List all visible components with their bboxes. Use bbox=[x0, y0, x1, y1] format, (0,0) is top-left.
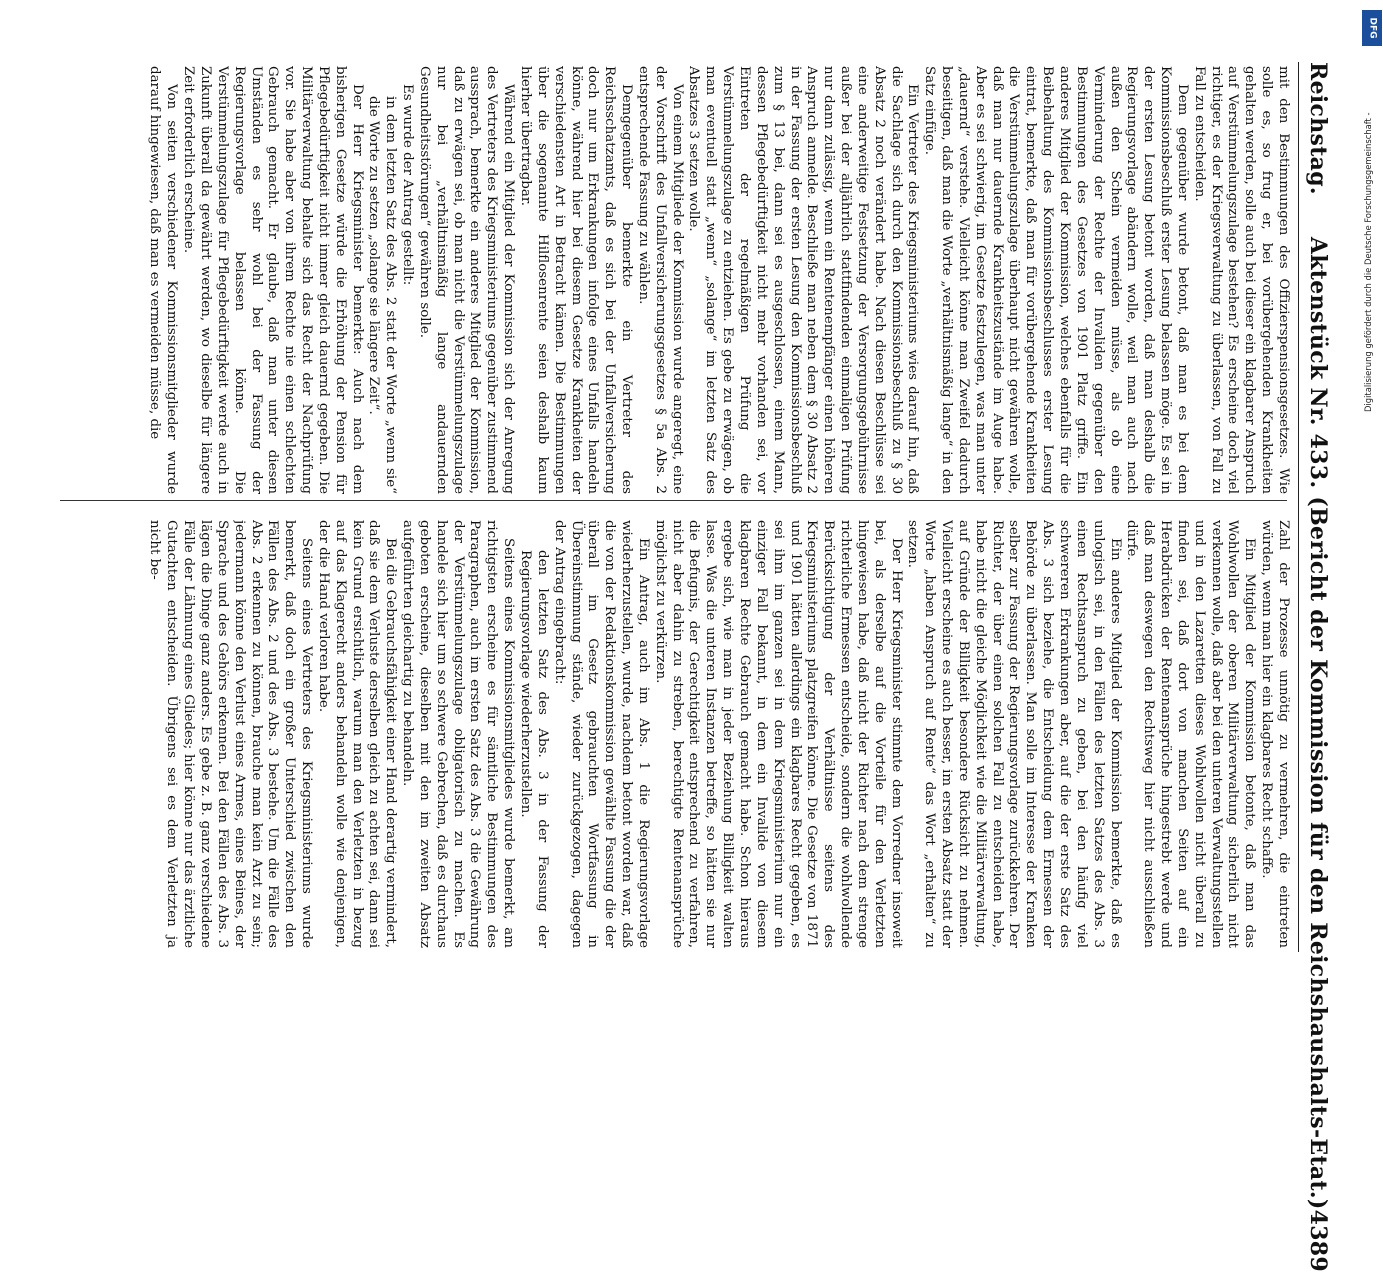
paragraph: Der Herr Kriegsminister bemerkte: Auch nach dem bisherigen Gesetze würde die Erhöhung der Pension für Pflegebedürftigkeit nicht immer gleich dauernd gegeben. Die Militärverwaltung behalte sich das Recht der Nachprüfung vor. Sie habe aber von ihrem Rechte nie einen schlechten Gebrauch gemacht. Er glaube, daß man unter diesen Umständen es sehr wohl bei der Fassung der Regierungsvorlage belassen könne. Die Verstümmelungszulage für Pflegebedürftigkeit werde auch in Zukunft überall da gewährt werden, wo dieselbe für längere Zeit erforderlich erscheine. bbox=[181, 66, 365, 494]
motion-text: in dem letzten Satz des Abs. 2 statt der Worte „wenn sie“ die Worte zu setzen „solange sie längere Zeit“. bbox=[366, 96, 399, 494]
paragraph: Der Herr Kriegsminister stimmte dem Vorredner insoweit bei, als derselbe auf die Vorteile für den Verletzten hingewiesen habe, daß nicht der Richter nach dem strenge richterliche Ermessen entscheide, sondern die wohlwollende Berücksichtigung der Verhältnisse seitens des Kriegsministeriums platzgreifen könne. Die Gesetze von 1871 und 1901 hätten allerdings ein klagbares Recht gegeben, es sei ihm im ganzen sei in dem Kriegsministerium nur ein einziger Fall bekannt, in dem ein Invalide von diesem klagbaren Rechte Gebrauch gemacht habe. Schon hieraus ergebe sich, wie man in jeder Beziehung Billigkeit walten lasse. Was die unteren Instanzen betreffe, so hätten sie nur die Befugnis, der Gerechtigkeit entsprechend zu verfahren, nicht aber dahin zu streben, berechtigte Rentenansprüche möglichst zu verkürzen. bbox=[652, 520, 904, 948]
paragraph: Während ein Mitglied der Kommission sich der Anregung des Vertreters des Kriegsministeriums gegenüber zustimmend aussprach, bemerkte ein anderes Mitglied der Kommission, daß zu erwägen sei, ob man nicht die Verstümmelungszulage nur bei „verhältnismäßig lange andauernden Gesundheitsstörungen“ gewähren solle. bbox=[416, 66, 517, 494]
running-head-left: Reichstag. bbox=[1305, 62, 1331, 195]
paragraph: Bei die Gebrauchsfähigkeit einer Hand derartig vermindert, daß sie dem Verluste derselben gleich zu achten sei, dann sei kein Grund ersichtlich, warum man den Verletzten in bezug auf das Klagerecht anders behandeln wolle wie denjenigen, der die Hand verloren habe. bbox=[315, 520, 399, 948]
page-number: 4389 bbox=[1305, 1209, 1331, 1272]
paragraph: Von einem Mitgliede der Kommission wurde angeregt, eine der Vorschrift des Unfallversicherungsgesetzes § 5a Abs. 2 entsprechende Fassung zu wählen. bbox=[635, 66, 685, 494]
paragraph: Zahl der Prozesse unnötig zu vermehren, die eintreten würden, wenn man hier ein klagbares Recht schaffe. bbox=[1259, 520, 1291, 948]
right-column bbox=[72, 520, 1291, 948]
dfg-logo: DFG bbox=[1362, 10, 1382, 46]
paragraph: Ein Mitglied der Kommission betonte, daß man das Wohlwollen der oberen Militärverwaltung sicherlich nicht verkennen wolle, daß aber bei den unteren Verwaltungsstellen und in den Lazaretten dieses Wohlwollen nicht überall zu finden sei, daß dort von manchen Seiten auf ein Herabdrücken der Rentenansprüche hingestrebt werde und daß man deswegen den Rechtsweg hier nicht ausschließen dürfe. bbox=[1124, 520, 1258, 948]
paragraph: Seitens eines Vertreters des Kriegsministeriums wurde bemerkt, daß doch ein großer Unterschied zwischen den Fällen des Abs. 2 und des Abs. 3 bestehe. Um die Fälle des Abs. 2 erkennen zu können, brauche man kein Arzt zu sein; jedermann könne den Verlust eines Armes, eines Beines, der Sprache und des Gehörs erkennen. Bei den Fällen des Abs. 3 lägen die Dinge ganz anders. Es gebe z. B. ganz verschiedene Fälle der Lähmung eines Gliedes; hier könne nur das ärztliche Gutachten entscheiden. Übrigens sei es dem Verletzten ja nicht be- bbox=[147, 520, 315, 948]
paragraph: Es wurde der Antrag gestellt: bbox=[400, 84, 416, 286]
paragraph: Dem gegenüber wurde betont, daß man es bei dem Kommissionsbeschluß erster Lesung belassen möge. Es sei in der ersten Lesung betont worden, daß man deshalb die Regierungsvorlage abändern wolle, weil man auch nach außen den Schein vermeiden müsse, als ob eine Verminderung der Rechte der Invaliden gegenüber den Bestimmungen des Gesetzes von 1901 Platz griffe. Ein anderes Mitglied der Kommission, welches ebenfalls für die Beibehaltung des Kommissionsbeschlusses erster Lesung eintrat, bemerkte, daß man für vorübergehende Krankheiten die Verstümmelungszulage überhaupt nicht gewähren wolle, daß man nur dauernde Krankheitszustände im Auge habe. Aber es sei schwierig, im Gesetze festzulegen, was man unter „dauernd“ verstehe. Vielleicht könne man Zweifel dadurch beseitigen, daß man die Worte „verhältnismäßig lange“ in den Satz einfüge. bbox=[922, 66, 1190, 494]
paragraph: Von seiten verschiedener Kommissionsmitglieder wurde darauf hingewiesen, daß man es vermeiden müsse, die bbox=[147, 66, 180, 494]
paragraph: mit den Bestimmungen des Offizierspensionsgesetzes. Wie solle es, so frug er, bei vorübergehenden Krankheiten gehalten werden, solle auch bei dieser ein klagbarer Anspruch auf Verstümmelungszulage bestehen? Es erscheine doch viel richtiger, es der Kriegsverwaltung zu überlassen, von Fall zu Fall zu entscheiden. bbox=[1191, 66, 1291, 494]
paragraph: Demgegenüber bemerkte ein Vertreter des Reichsschatzamts, daß es sich bei der Unfallversicherung doch nur um Erkrankungen infolge eines Unfalls handeln könne, während hier bei diesem Gesetze Krankheiten der verschiedensten Art in Betracht kämen. Die Bestimmungen über die sogenannte Hilflosenrente seien deshalb kaum hierher übertragbar. bbox=[518, 66, 635, 494]
paragraph: Seitens eines Kommissionsmitgliedes wurde bemerkt, am richtigsten erscheine es für sämtliche Bestimmungen des Paragraphen, auch im ersten Satz des Abs. 3 die Gewährung der Verstümmelungszulage obligatorisch zu machen. Es handele sich hier um so schwere Gebrechen, daß es durchaus geboten erscheine, dieselben mit den im zweiten Absatz aufgeführten gleichartig zu behandeln. bbox=[400, 520, 517, 948]
left-column bbox=[72, 66, 1291, 494]
running-head bbox=[1298, 62, 1347, 1272]
paragraph: Ein anderes Mitglied der Kommission bemerkte, daß es unlogisch sei, in den Fällen des letzten Satzes des Abs. 3 einen Rechtsanspruch zu geben, bei den häufig viel schwereren Erkrankungen aber, auf die der erste Satz des Abs. 3 sich beziehe, die Entscheidung dem Ermessen der Behörde zu überlassen. Man solle im Interesse der Kranken selber zur Fassung der Regierungsvorlage zurückkehren. Der Richter, der über einen solchen Fall zu entscheiden habe, habe nicht die gleiche Möglichkeit wie die Militärverwaltung, auf Gründe der Billigkeit besondere Rücksicht zu nehmen. Vielleicht erscheine es auch besser, im ersten Absatz statt der Worte „haben Anspruch auf Rente“ das Wort „erhalten“ zu setzen. bbox=[905, 520, 1123, 948]
paragraph: Ein Vertreter des Kriegsministeriums wies darauf hin, daß die Sachlage sich durch den Kommissionsbeschluß zu § 30 Absatz 2 noch verändert habe. Nach diesen Beschlüsse sei eine anderweitige Festsetzung der Versorgungsgebührnisse außer bei der alljährlich stattfindenden einmaligen Prüfung nur dann zulässig, wenn ein Rentenempfänger einen höheren Anspruch anmelde. Beschließe man neben dem § 30 Absatz 2 in der Fassung der ersten Lesung den Kommissionsbeschluß zum § 13 bei, dann sei es ausgeschlossen, einem Mann, dessen Pflegebedürftigkeit nicht mehr vorhanden sei, vor Eintreten der regelmäßigen Prüfung die Verstümmelungszulage zu entziehen. Es gebe zu erwägen, ob man eventuell statt „wenn“ „solange“ im letzten Satz des Absatzes 3 setzen wolle. bbox=[686, 66, 921, 494]
motion-text: den letzten Satz des Abs. 3 in der Fassung der Regierungsvorlage wiederherzustellen. bbox=[518, 550, 550, 948]
running-head-title: Aktenstück Nr. 433. (Bericht der Kommission für den Reichshaushalts-Etat.) bbox=[1305, 236, 1331, 1210]
column-rule bbox=[60, 500, 1287, 501]
paragraph: Ein Antrag, auch im Abs. 1 die Regierungsvorlage wiederherzustellen, wurde, nachdem betont worden war, daß die von der Redaktionskommission gewählte Fassung die der überall im Gesetz gebrauchten Wortfassung in Übereinstimmung stände, wieder zurückgezogen, dagegen der Antrag eingebracht: bbox=[551, 520, 651, 948]
digitization-note: Digitalisierung gefördert durch die Deutsche Forschungsgemeinschaft - bbox=[1363, 112, 1373, 412]
